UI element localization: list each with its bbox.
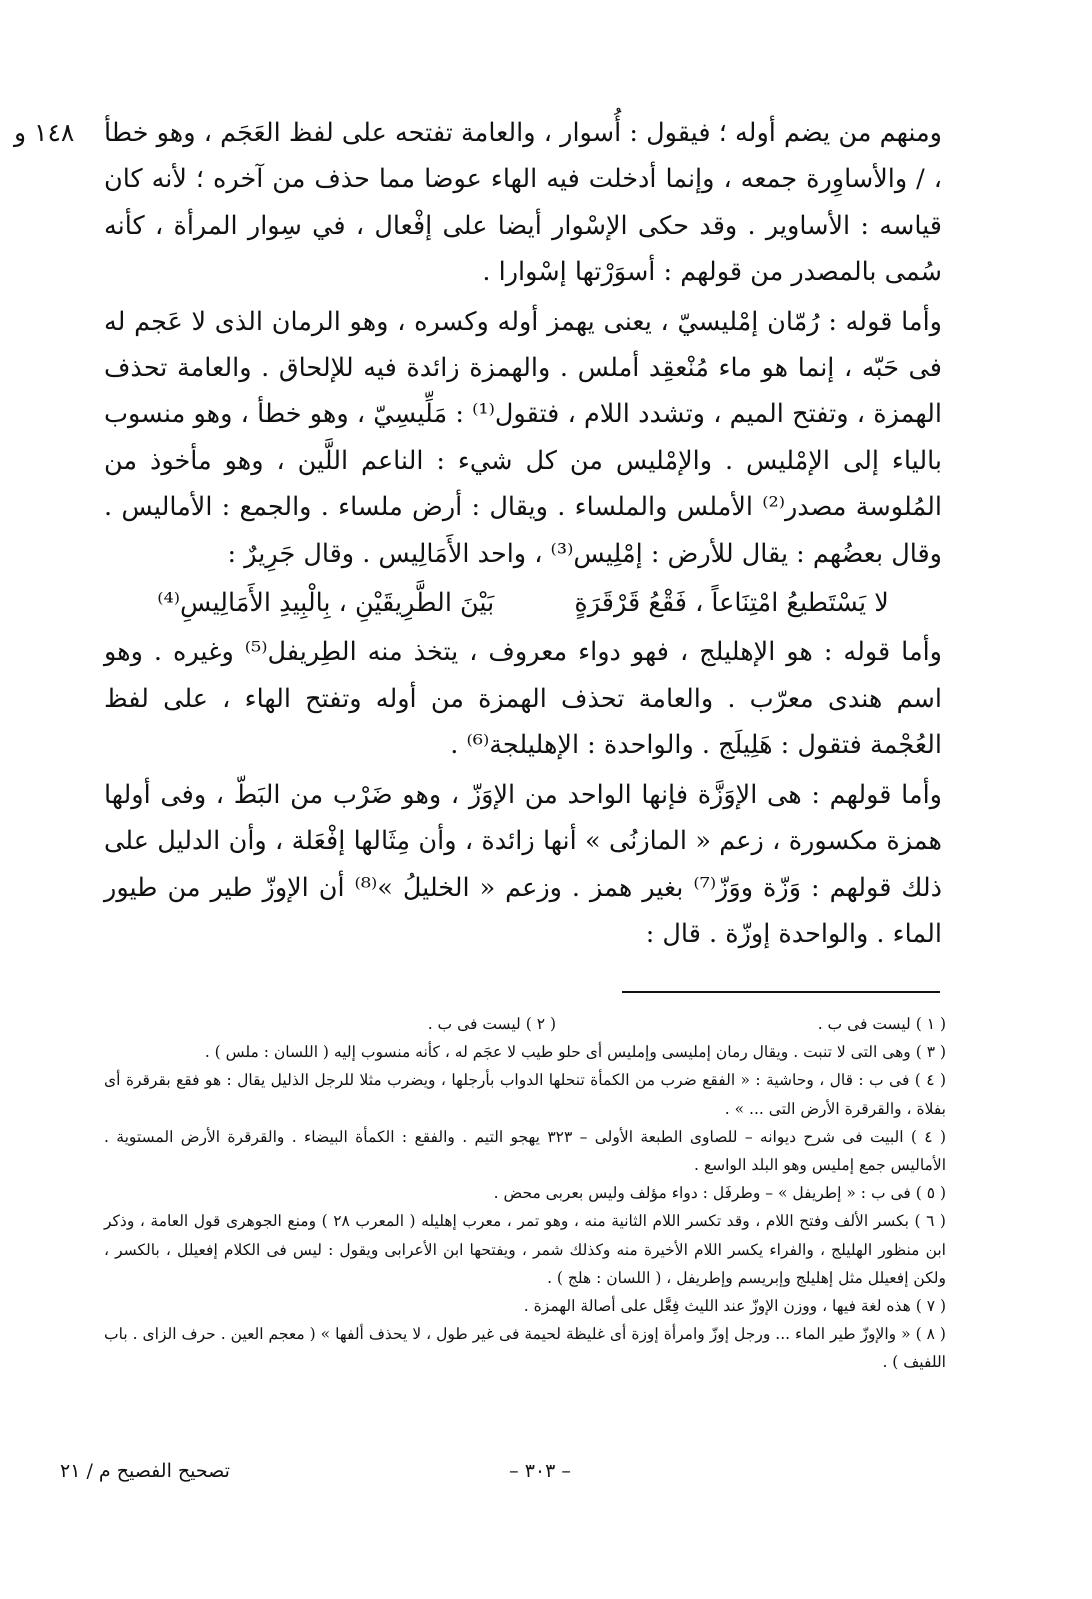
verse-hemistich-1: لا يَسْتَطيعُ امْتِنَاعاً ، فَقْعُ قَرْقَرَةٍ xyxy=(574,588,889,619)
footnote-1: ( ١ ) ليست فى ب . xyxy=(817,1015,946,1033)
paragraph-2: وأما قوله : رُمّان إمْليسيّ ، يعنى يهمز أوله وكسره ، وهو الرمان الذى لا عَجم له فى حَبّه ، إنما هو ماء مُنْعقِد أملس . والهمزة زائدة فيه للإلحاق . والعامة تحذف الهمزة ، وتفتح الميم ، وتشدد اللام ، فتقول⁽¹⁾ : مَلِّيسِيّ ، وهو خطأ ، وهو منسوب بالياء إلى الإمْليس . والإمْليس من كل شيء : الناعم اللَّين ، وهو مأخوذ من المُلوسة مصدر⁽²⁾ الأملس والملساء . ويقال : أرض ملساء . والجمع : الأماليس . وقال بعضُهم : يقال للأرض : إمْلِيس⁽³⁾ ، واحد الأَمَالِيس . وقال جَرِيرٌ : xyxy=(104,306,942,569)
paragraph-4: وأما قولهم : هى الإوَزَّة فإنها الواحد من الإوَزّ ، وهو ضَرْب من البَطّ ، وفى أولها همزة مكسورة ، زعم « المازنُى » أنها زائدة ، وأن مِثَالها إفْعَلة ، وأن الدليل على ذلك قولهم : وَزّة ووَزّ⁽⁷⁾ بغير همز . وزعم « الخليلُ »⁽⁸⁾ أن الإوزّ طير من طيور الماء . والواحدة إوزّة . قال : xyxy=(104,779,943,949)
footnote-divider xyxy=(622,991,940,993)
paragraph-3: وأما قوله : هو الإهليلج ، فهو دواء معروف ، يتخذ منه الطِريفل⁽⁵⁾ وغيره . وهو اسم هندى معرّب . والعامة تحذف الهمزة من أوله وتفتح الهاء ، على لفظ العُجْمة فتقول : هَلِيلَج . والواحدة : الإهليلجة⁽⁶⁾ . xyxy=(104,637,942,761)
footnote-4-diwan: ( ٤ ) البيت فى شرح ديوانه – للصاوى الطبعة الأولى – ٣٢٣ يهجو التيم . والفقع : الكمأة البيضاء . والقرقرة الأرض المستوية . الأماليس جمع إمليس وهو البلد الواسع . xyxy=(104,1127,946,1175)
footnote-4-manuscript: ( ٤ ) فى ب : قال ، وحاشية : « الفقع ضرب من الكمأة تنحلها الدواب بأرجلها ، ويضرب مثلا للرجل الذليل يقال : هو فقع بقرقرة أى بفلاة ، والقرقرة الأرض التى ... » . xyxy=(104,1071,946,1118)
footnote-7: ( ٧ ) هذه لغة فيها ، ووزن الإوزّ عند الليث فِعَّل على أصالة الهمزة . xyxy=(523,1297,946,1316)
footnote-6: ( ٦ ) بكسر الألف وفتح اللام ، وقد تكسر اللام الثانية منه ، وهو تمر ، معرب إهليله ( المعرب ٢٨ ) ومنع الجوهرى قول العامة ، وذكر ابن منظور الهليلج ، والفراء يكسر اللام الأخيرة منه وكذلك شمر ، ويفتحها ابن الأعرابى ويقول : ليس فى الكلام إفعيلل ، بالكسر ، ولكن إفعيلل مثل إهليلج وإبريسم وإطريفل ، ( اللسان : هلج ) . xyxy=(104,1212,946,1287)
signature-mark: تصحيح الفصيح م / ٢١ xyxy=(60,1460,230,1482)
footnote-row-1-2 xyxy=(104,1010,946,1038)
footnotes xyxy=(104,1010,946,1377)
main-text xyxy=(104,110,942,960)
footnote-3: ( ٣ ) وهى التى لا تنبت . ويقال رمان إمليسى وإمليس أى حلو طيب لا عجَم له ، كأنه منسوب إليه ( اللسان : ملس ) . xyxy=(204,1043,946,1062)
margin-folio-note: ١٤٨ و xyxy=(14,118,75,147)
footnote-2: ( ٢ ) ليست فى ب . xyxy=(427,1015,556,1033)
page-footer xyxy=(60,1460,940,1490)
page-number: – ٣٠٣ – xyxy=(509,1460,571,1482)
footnote-5: ( ٥ ) فى ب : « إطريفل » – وطرفَل : دواء مؤلف وليس بعربى محض . xyxy=(493,1184,946,1203)
verse-hemistich-2: بَيْنَ الطَّرِيقَيْنِ ، بِالْبِيدِ الأَمَالِيسِ⁽⁴⁾ xyxy=(157,588,495,619)
footnote-8: ( ٨ ) « والإوزّ طير الماء ... ورجل إوزّ وامرأة إوزة أى غليظة لحيمة فى غير طول ، لا يحذف ألفها » ( معجم العين . حرف الزاى . باب اللفيف ) . xyxy=(104,1325,946,1372)
paragraph-1: ومنهم من يضم أوله ؛ فيقول : أُسوار ، والعامة تفتحه على لفظ العَجَم ، وهو خطأ ، / والأساوِرة جمعه ، وإنما أدخلت فيه الهاء عوضا مما حذف من آخره ؛ لأنه كان قياسه : الأساوير . وقد حكى الإسْوار أيضا على إفْعال ، في سِوار المرأة ، كأنه سُمى بالمصدر من قولهم : أسوَرْتها إسْوارا . xyxy=(104,118,942,288)
poetry-verse xyxy=(104,580,942,626)
